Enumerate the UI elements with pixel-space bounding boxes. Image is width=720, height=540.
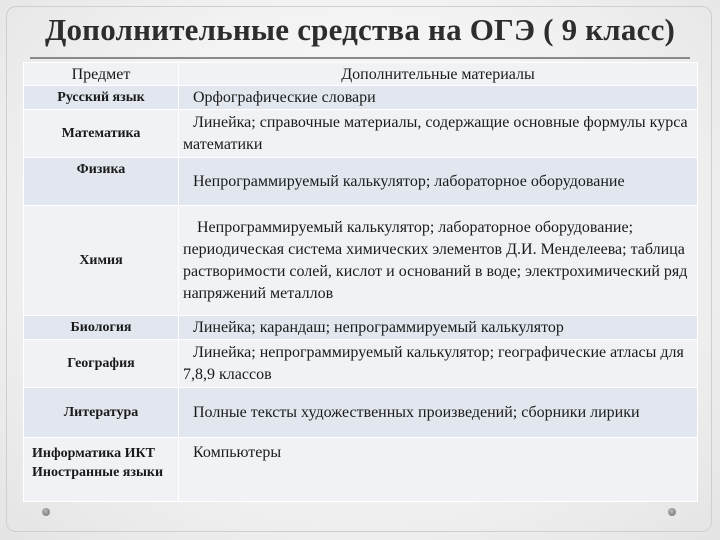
subject-line: Иностранные языки xyxy=(32,465,164,480)
table-row xyxy=(24,86,698,110)
materials-cell: Компьютеры xyxy=(179,438,698,502)
decorative-dot-icon xyxy=(42,508,50,516)
table-row xyxy=(24,158,698,206)
header-subject: Предмет xyxy=(24,63,179,86)
materials-cell: Полные тексты художественных произведений; сборники лирики xyxy=(179,388,698,438)
table-row xyxy=(24,340,698,388)
subject-cell: Биология xyxy=(24,316,179,340)
header-materials: Дополнительные материалы xyxy=(179,63,698,86)
materials-cell: Линейка; карандаш; непрограммируемый калькулятор xyxy=(179,316,698,340)
table-row xyxy=(24,206,698,316)
subject-cell: Химия xyxy=(24,206,179,316)
table-row xyxy=(24,316,698,340)
materials-cell: Линейка; справочные материалы, содержащие основные формулы курса математики xyxy=(179,110,698,158)
subject-cell xyxy=(24,438,179,502)
subject-line: Информатика ИКТ xyxy=(32,446,155,461)
decorative-dot-icon xyxy=(668,508,676,516)
table-header-row xyxy=(24,63,698,86)
table-row xyxy=(24,438,698,502)
subject-cell: Физика xyxy=(24,158,179,206)
subject-cell: География xyxy=(24,340,179,388)
table-row xyxy=(24,110,698,158)
materials-cell: Непрограммируемый калькулятор; лабораторное оборудование; периодическая система химических элементов Д.И. Менделеева; таблица растворимости солей, кислот и оснований в воде; электрохимический ряд напряжений металлов xyxy=(179,206,698,316)
materials-cell: Непрограммируемый калькулятор; лабораторное оборудование xyxy=(179,158,698,206)
subject-cell: Литература xyxy=(24,388,179,438)
subject-cell: Русский язык xyxy=(24,86,179,110)
materials-cell: Линейка; непрограммируемый калькулятор; географические атласы для 7,8,9 классов xyxy=(179,340,698,388)
table-row xyxy=(24,388,698,438)
subject-cell: Математика xyxy=(24,110,179,158)
page-title: Дополнительные средства на ОГЭ ( 9 класс) xyxy=(44,12,676,47)
title-divider xyxy=(30,57,690,59)
materials-table xyxy=(23,62,698,502)
materials-cell: Орфографические словари xyxy=(179,86,698,110)
